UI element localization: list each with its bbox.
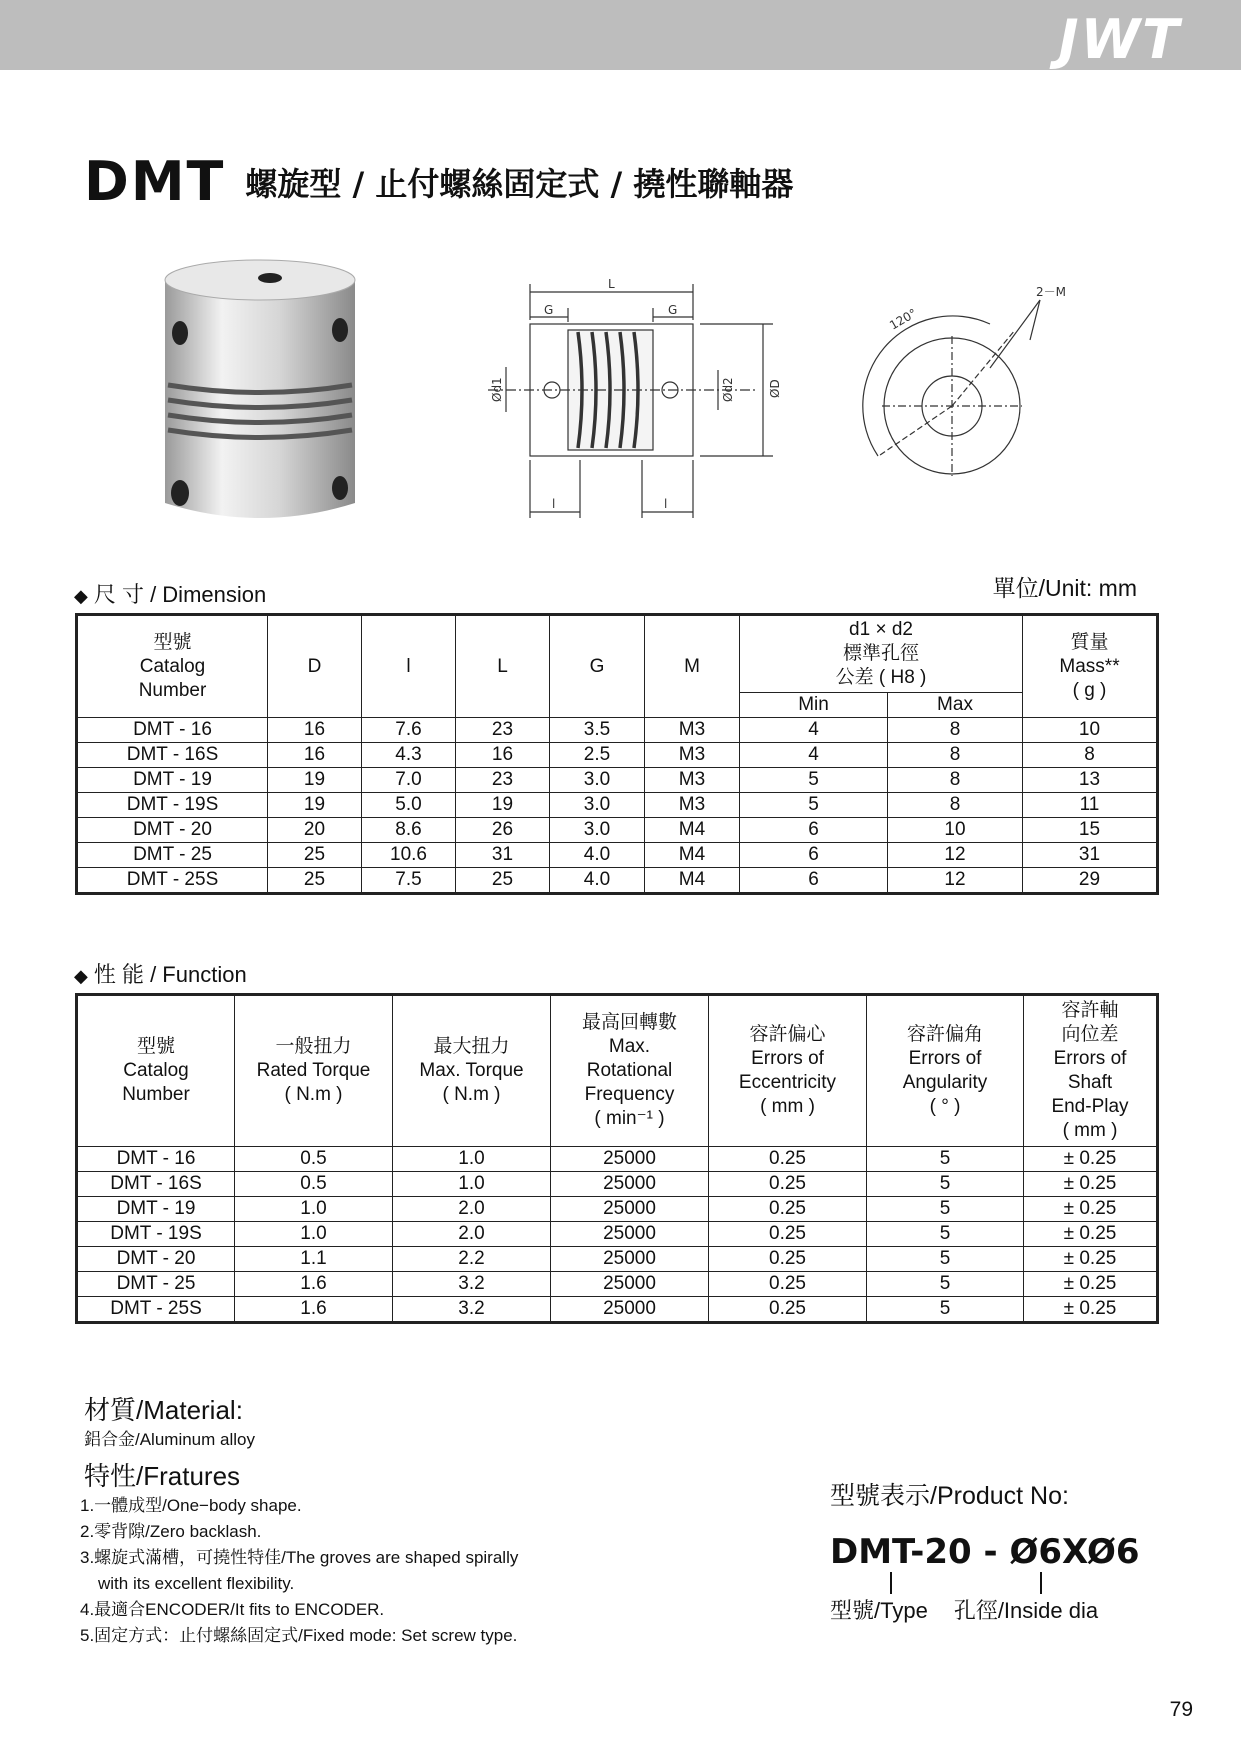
- material-section: [84, 1390, 255, 1453]
- table-cell: 3.5: [550, 718, 645, 743]
- table-row: [77, 843, 1158, 868]
- product-no-code: DMT-20 - Ø6XØ6: [830, 1532, 1140, 1572]
- table-cell: 5: [867, 1272, 1024, 1297]
- table-cell: 5: [867, 1297, 1024, 1323]
- table-cell: M3: [645, 743, 740, 768]
- table-cell: 1.1: [235, 1247, 393, 1272]
- table-cell: 0.25: [709, 1222, 867, 1247]
- features-heading: 特性/Fratures: [84, 1461, 241, 1491]
- feature-item: 4.最適合ENCODER/It fits to ENCODER.: [80, 1600, 385, 1619]
- table-cell: 23: [456, 718, 550, 743]
- table-cell: 26: [456, 818, 550, 843]
- product-no-legend: [830, 1594, 1130, 1625]
- table-cell: ± 0.25: [1024, 1172, 1158, 1197]
- table-cell: 5: [867, 1197, 1024, 1222]
- product-description: 螺旋型 / 止付螺絲固定式 / 撓性聯軸器: [245, 164, 794, 203]
- table-row: [77, 793, 1158, 818]
- table-cell: DMT - 25S: [77, 1297, 235, 1323]
- type-label: 型號/Type: [830, 1598, 928, 1623]
- header-D: D: [268, 615, 362, 718]
- function-section-label: ◆ 性 能 / Function: [74, 962, 247, 987]
- table-cell: 5: [867, 1147, 1024, 1172]
- table-cell: 4: [740, 743, 888, 768]
- table-row: [77, 1247, 1158, 1272]
- table-cell: 25: [268, 843, 362, 868]
- table-cell: 0.25: [709, 1272, 867, 1297]
- table-cell: 7.5: [362, 868, 456, 894]
- material-heading: 材質/Material:: [84, 1395, 243, 1425]
- table-row: [77, 718, 1158, 743]
- feature-item: 3.螺旋式滿槽，可撓性特佳/The groves are shaped spirally: [80, 1548, 519, 1567]
- table-cell: 25000: [551, 1222, 709, 1247]
- inside-dia-label: 孔徑/Inside dia: [953, 1598, 1099, 1623]
- table-row: [77, 1272, 1158, 1297]
- table-cell: ± 0.25: [1024, 1272, 1158, 1297]
- function-table: [75, 993, 1159, 1324]
- table-cell: 5.0: [362, 793, 456, 818]
- table-row: [77, 1297, 1158, 1323]
- table-cell: 25000: [551, 1247, 709, 1272]
- diamond-icon: ◆: [74, 966, 88, 986]
- table-cell: 5: [867, 1247, 1024, 1272]
- label-m: 2－M: [1036, 285, 1066, 299]
- table-cell: M3: [645, 793, 740, 818]
- table-cell: 0.5: [235, 1172, 393, 1197]
- table-row: [77, 743, 1158, 768]
- table-cell: 3.0: [550, 793, 645, 818]
- table-cell: 19: [456, 793, 550, 818]
- diamond-icon: ◆: [74, 586, 88, 606]
- header-eccentricity: 容許偏心 Errors of Eccentricity ( mm ): [709, 995, 867, 1147]
- table-cell: 2.0: [393, 1222, 551, 1247]
- table-cell: 5: [867, 1172, 1024, 1197]
- header-mass: 質量 Mass** ( g ): [1023, 615, 1158, 718]
- table-cell: DMT - 25: [77, 843, 268, 868]
- product-no-label: 型號表示/Product No:: [830, 1482, 1069, 1510]
- table-cell: ± 0.25: [1024, 1247, 1158, 1272]
- feature-item: 5.固定方式：止付螺絲固定式/Fixed mode: Set screw type.: [80, 1626, 518, 1645]
- table-cell: 5: [740, 793, 888, 818]
- table-cell: DMT - 16: [77, 1147, 235, 1172]
- table-cell: 25000: [551, 1272, 709, 1297]
- table-cell: 4.3: [362, 743, 456, 768]
- table-cell: M4: [645, 843, 740, 868]
- header-rated-torque: 一般扭力 Rated Torque ( N.m ): [235, 995, 393, 1147]
- label-G-right: G: [668, 303, 678, 317]
- feature-item: 2.零背隙/Zero backlash.: [80, 1522, 262, 1541]
- table-cell: 12: [888, 843, 1023, 868]
- table-cell: 20: [268, 818, 362, 843]
- side-view-drawing: [468, 272, 798, 522]
- table-cell: 31: [456, 843, 550, 868]
- table-cell: 23: [456, 768, 550, 793]
- table-cell: 7.6: [362, 718, 456, 743]
- table-cell: M4: [645, 868, 740, 894]
- table-cell: DMT - 16S: [77, 1172, 235, 1197]
- header-max-torque: 最大扭力 Max. Torque ( N.m ): [393, 995, 551, 1147]
- table-cell: 10: [888, 818, 1023, 843]
- header-catalog: 型號 Catalog Number: [77, 995, 235, 1147]
- table-cell: 1.0: [393, 1147, 551, 1172]
- table-cell: 7.0: [362, 768, 456, 793]
- page-title: [84, 150, 793, 213]
- table-cell: DMT - 19: [77, 1197, 235, 1222]
- product-code: DMT: [84, 150, 226, 213]
- table-cell: DMT - 19S: [77, 1222, 235, 1247]
- header-l: l: [362, 615, 456, 718]
- feature-item: with its excellent flexibility.: [98, 1574, 295, 1593]
- table-cell: ± 0.25: [1024, 1297, 1158, 1323]
- table-cell: 6: [740, 868, 888, 894]
- features-section: [80, 1456, 518, 1649]
- table-cell: 3.2: [393, 1272, 551, 1297]
- table-cell: 6: [740, 818, 888, 843]
- header-G: G: [550, 615, 645, 718]
- table-row: [77, 1172, 1158, 1197]
- header-angularity: 容許偏角 Errors of Angularity ( ° ): [867, 995, 1024, 1147]
- table-cell: 0.5: [235, 1147, 393, 1172]
- table-cell: 8: [888, 768, 1023, 793]
- table-cell: 1.0: [393, 1172, 551, 1197]
- table-cell: 4: [740, 718, 888, 743]
- table-cell: DMT - 16: [77, 718, 268, 743]
- table-cell: 6: [740, 843, 888, 868]
- table-row: [77, 868, 1158, 894]
- table-cell: ± 0.25: [1024, 1147, 1158, 1172]
- table-cell: 29: [1023, 868, 1158, 894]
- table-cell: ± 0.25: [1024, 1222, 1158, 1247]
- table-cell: M4: [645, 818, 740, 843]
- dimension-section-label: ◆ 尺 寸 / Dimension: [74, 582, 267, 607]
- table-cell: DMT - 16S: [77, 743, 268, 768]
- label-angle: 120°: [887, 305, 920, 333]
- label-D: ØD: [768, 379, 782, 398]
- table-cell: 15: [1023, 818, 1158, 843]
- table-cell: ± 0.25: [1024, 1197, 1158, 1222]
- table-cell: M3: [645, 768, 740, 793]
- table-cell: 19: [268, 768, 362, 793]
- table-cell: 25000: [551, 1147, 709, 1172]
- table-cell: 8: [888, 743, 1023, 768]
- table-cell: 16: [456, 743, 550, 768]
- label-d2: Ød2: [721, 377, 735, 402]
- label-l-left: l: [552, 497, 556, 511]
- table-cell: 5: [740, 768, 888, 793]
- table-cell: 19: [268, 793, 362, 818]
- table-row: [77, 1222, 1158, 1247]
- table-cell: DMT - 19S: [77, 793, 268, 818]
- label-L: L: [608, 277, 615, 291]
- table-cell: 25: [268, 868, 362, 894]
- dimension-table: [75, 613, 1159, 895]
- table-cell: 0.25: [709, 1297, 867, 1323]
- header-bore: d1 × d2 標準孔徑 公差 ( H8 ): [740, 615, 1023, 693]
- label-d1: Ød1: [490, 377, 504, 402]
- table-cell: DMT - 20: [77, 818, 268, 843]
- table-cell: 25000: [551, 1172, 709, 1197]
- material-value: 鋁合金/Aluminum alloy: [84, 1430, 255, 1449]
- table-row: [77, 1147, 1158, 1172]
- table-cell: M3: [645, 718, 740, 743]
- table-cell: 10.6: [362, 843, 456, 868]
- table-cell: 8: [1023, 743, 1158, 768]
- table-cell: 3.0: [550, 818, 645, 843]
- table-cell: 2.2: [393, 1247, 551, 1272]
- table-cell: 13: [1023, 768, 1158, 793]
- table-cell: DMT - 25S: [77, 868, 268, 894]
- label-l-right: l: [664, 497, 668, 511]
- table-cell: 0.25: [709, 1197, 867, 1222]
- table-cell: 2.0: [393, 1197, 551, 1222]
- table-cell: 8.6: [362, 818, 456, 843]
- feature-item: 1.一體成型/One−body shape.: [80, 1496, 302, 1515]
- table-cell: DMT - 20: [77, 1247, 235, 1272]
- table-cell: 10: [1023, 718, 1158, 743]
- header-frequency: 最高回轉數 Max. Rotational Frequency ( min⁻¹ ): [551, 995, 709, 1147]
- table-cell: 8: [888, 793, 1023, 818]
- header-max: Max: [888, 693, 1023, 718]
- header-M: M: [645, 615, 740, 718]
- brand-logo: JWT: [1058, 8, 1181, 71]
- product-number-section: [830, 1476, 1140, 1625]
- table-cell: 3.0: [550, 768, 645, 793]
- header-min: Min: [740, 693, 888, 718]
- table-cell: 25000: [551, 1297, 709, 1323]
- table-cell: 3.2: [393, 1297, 551, 1323]
- header-bar: [0, 0, 1241, 70]
- table-cell: DMT - 19: [77, 768, 268, 793]
- table-cell: 31: [1023, 843, 1158, 868]
- coupling-photo: [160, 258, 360, 528]
- table-cell: 2.5: [550, 743, 645, 768]
- table-cell: 1.6: [235, 1272, 393, 1297]
- header-shaft-end-play: 容許軸 向位差 Errors of Shaft End-Play ( mm ): [1024, 995, 1158, 1147]
- end-view-drawing: [840, 280, 1090, 490]
- table-row: [77, 818, 1158, 843]
- table-cell: 1.6: [235, 1297, 393, 1323]
- table-row: [77, 1197, 1158, 1222]
- table-cell: 25: [456, 868, 550, 894]
- table-cell: 0.25: [709, 1172, 867, 1197]
- table-cell: 25000: [551, 1197, 709, 1222]
- label-G-left: G: [544, 303, 554, 317]
- table-cell: 4.0: [550, 843, 645, 868]
- table-cell: DMT - 25: [77, 1272, 235, 1297]
- table-cell: 16: [268, 743, 362, 768]
- table-cell: 1.0: [235, 1222, 393, 1247]
- page-number: 79: [1169, 1698, 1193, 1721]
- table-cell: 4.0: [550, 868, 645, 894]
- header-catalog: 型號 Catalog Number: [77, 615, 268, 718]
- table-cell: 16: [268, 718, 362, 743]
- table-cell: 1.0: [235, 1197, 393, 1222]
- table-cell: 8: [888, 718, 1023, 743]
- table-cell: 0.25: [709, 1147, 867, 1172]
- table-cell: 11: [1023, 793, 1158, 818]
- unit-label: 單位/Unit: mm: [992, 575, 1137, 601]
- product-no-ticks: [830, 1572, 1130, 1594]
- table-row: [77, 768, 1158, 793]
- table-cell: 5: [867, 1222, 1024, 1247]
- header-L: L: [456, 615, 550, 718]
- table-cell: 12: [888, 868, 1023, 894]
- table-cell: 0.25: [709, 1247, 867, 1272]
